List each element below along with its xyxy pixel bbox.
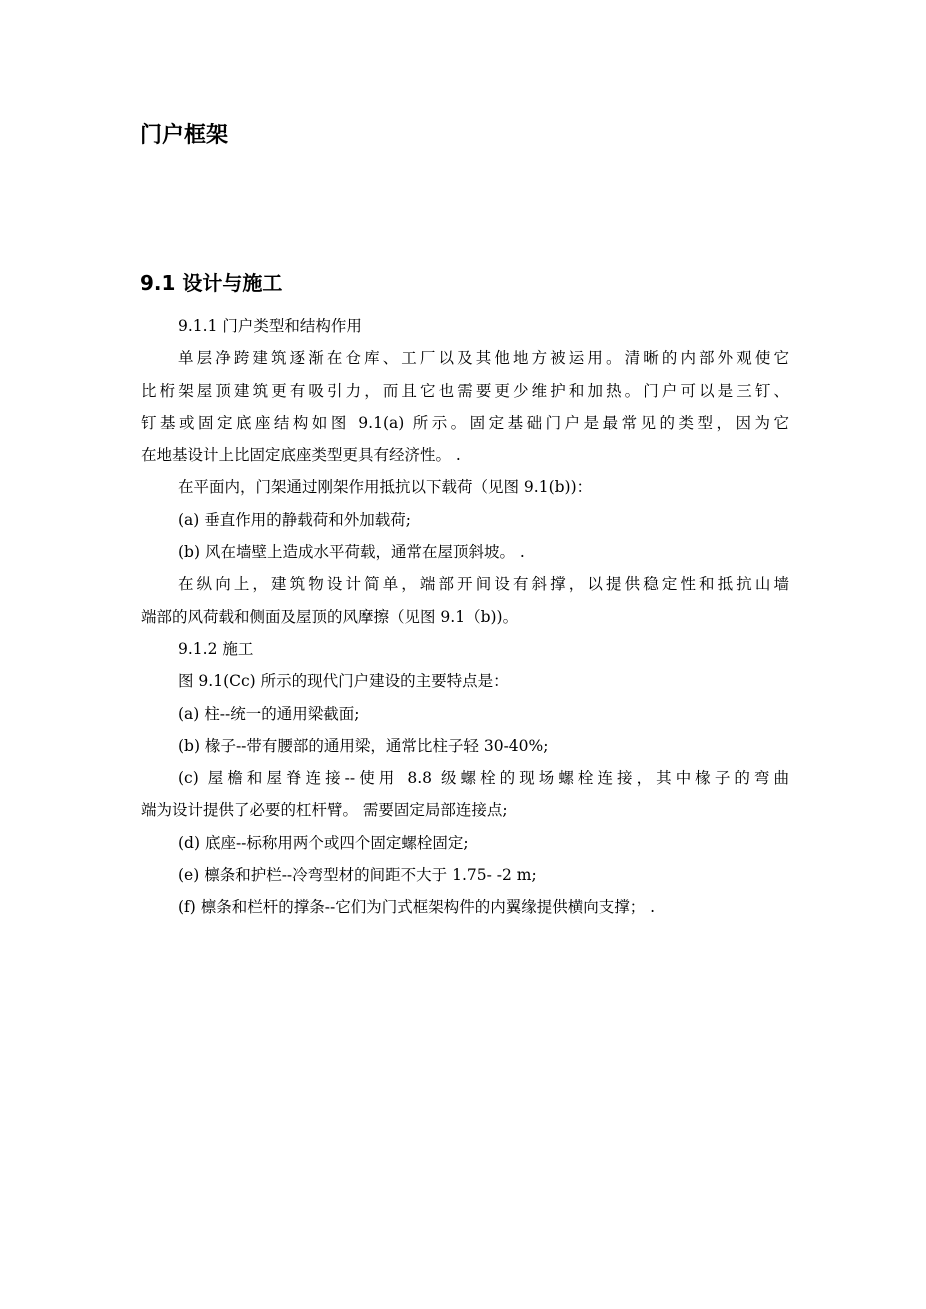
subsection-heading-construction: 9.1.2 施工 [178,639,254,658]
list-item: (f) 檩条和栏杆的撑条--它们为门式框架构件的内翼缘提供横向支撑； . [178,898,656,917]
paragraph-line: 在纵向上，建筑物设计简单，端部开间设有斜撑，以提供稳定性和抵抗山墙 [178,575,789,594]
paragraph-line: 钉基或固定底座结构如图 9.1(a) 所示。固定基础门户是最常见的类型，因为它 [141,413,789,432]
body-text [141,310,789,924]
list-item: (b) 风在墙壁上造成水平荷载，通常在屋顶斜坡。 . [178,543,525,562]
list-item-continuation: 端为设计提供了必要的杠杆臂。 需要固定局部连接点; [141,801,508,820]
paragraph-line: 在地基设计上比固定底座类型更具有经济性。 . [141,446,461,465]
list-item: (a) 柱--统一的通用梁截面; [178,704,360,723]
paragraph-line: 端部的风荷载和侧面及屋顶的风摩擦（见图 9.1（b))。 [141,607,519,626]
page-title: 门户框架 [140,123,229,148]
paragraph-line: 图 9.1(Cc) 所示的现代门户建设的主要特点是： [178,672,509,691]
subsection-heading-types: 9.1.1 门户类型和结构作用 [178,317,362,335]
paragraph-line: 比桁架屋顶建筑更有吸引力，而且它也需要更少维护和加热。门户可以是三钉、 [141,381,789,400]
list-item: (a) 垂直作用的静载荷和外加载荷; [178,510,411,529]
section-heading: 9.1 设计与施工 [140,271,283,295]
list-item: (d) 底座--标称用两个或四个固定螺栓固定; [178,833,469,852]
paragraph-line: 在平面内，门架通过刚架作用抵抗以下载荷（见图 9.1(b))： [178,478,593,497]
paragraph-line: 单层净跨建筑逐渐在仓库、工厂以及其他地方被运用。清晰的内部外观使它 [178,349,789,368]
list-item: (c) 屋檐和屋脊连接--使用 8.8 级螺栓的现场螺栓连接，其中椽子的弯曲 [178,769,789,788]
list-item: (b) 椽子--带有腰部的通用梁，通常比柱子轻 30-40%; [178,736,549,755]
list-item: (e) 檩条和护栏--冷弯型材的间距不大于 1.75- -2 m; [178,866,537,885]
